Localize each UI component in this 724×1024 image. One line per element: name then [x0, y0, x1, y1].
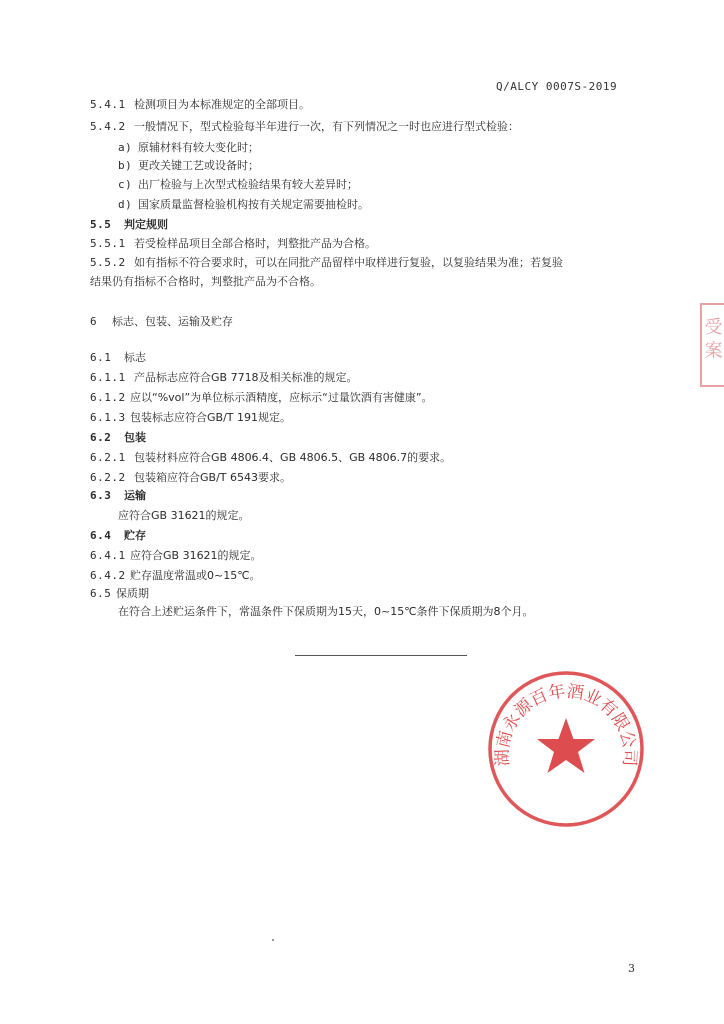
line-6-2-2: 6.2.2 包装箱应符合GB/T 6543要求。	[90, 471, 291, 484]
line-5-5-2-continued: 结果仍有指标不合格时，判整批产品为不合格。	[90, 275, 321, 288]
line-6-1-2: 6.1.2 应以“%vol”为单位标示酒精度，应标示“过量饮酒有害健康”。	[90, 391, 433, 404]
scan-speck	[272, 939, 274, 941]
page-number: 3	[628, 962, 635, 975]
line-6-4-1: 6.4.1 应符合GB 31621的规定。	[90, 549, 262, 562]
section-6-1-heading: 6.1 标志	[90, 351, 146, 364]
line-5-4-2: 5.4.2 一般情况下，型式检验每半年进行一次，有下列情况之一时也应进行型式检验：	[90, 120, 519, 133]
section-6-4-heading: 6.4 贮存	[90, 529, 146, 542]
document-code: Q/ALCY 0007S-2019	[496, 80, 618, 93]
section-6-3-heading: 6.3 运输	[90, 489, 146, 502]
seal-star-icon	[537, 718, 595, 773]
list-item-c: c) 出厂检验与上次型式检验结果有较大差异时；	[118, 178, 358, 191]
line-6-4-2: 6.4.2 贮存温度常温或0~15℃。	[90, 569, 261, 582]
section-6-5-heading: 6.5 保质期	[90, 587, 149, 600]
section-6-2-heading: 6.2 包装	[90, 431, 146, 444]
side-stamp	[697, 302, 724, 388]
list-item-a: a) 原辅材料有较大变化时；	[118, 141, 259, 154]
list-item-b: b) 更改关键工艺或设备时；	[118, 159, 259, 172]
end-rule	[295, 655, 467, 656]
line-6-5-text: 在符合上述贮运条件下，常温条件下保质期为15天，0~15℃条件下保质期为8个月。	[118, 605, 534, 618]
section-6-heading: 6 标志、包装、运输及贮存	[90, 315, 233, 328]
line-6-1-3: 6.1.3 包装标志应符合GB/T 191规定。	[90, 411, 291, 424]
section-5-5-heading: 5.5 判定规则	[90, 218, 168, 231]
line-5-5-1: 5.5.1 若受检样品项目全部合格时，判整批产品为合格。	[90, 237, 376, 250]
line-5-5-2: 5.5.2 如有指标不符合要求时，可以在同批产品留样中取样进行复验，以复验结果为准；若复验	[90, 256, 563, 269]
line-6-1-1: 6.1.1 产品标志应符合GB 7718及相关标准的规定。	[90, 371, 358, 384]
line-6-2-1: 6.2.1 包装材料应符合GB 4806.4、GB 4806.5、GB 4806.7的要求。	[90, 451, 452, 464]
line-5-4-1: 5.4.1 检测项目为本标准规定的全部项目。	[90, 98, 310, 111]
seal-text: 湖南永源百年酒业有限公司	[492, 681, 640, 767]
list-item-d: d) 国家质量监督检验机构按有关规定需要抽检时。	[118, 198, 369, 211]
line-6-3-text: 应符合GB 31621的规定。	[118, 509, 250, 522]
company-seal	[487, 670, 645, 828]
side-stamp-text: 受 案	[701, 317, 723, 359]
